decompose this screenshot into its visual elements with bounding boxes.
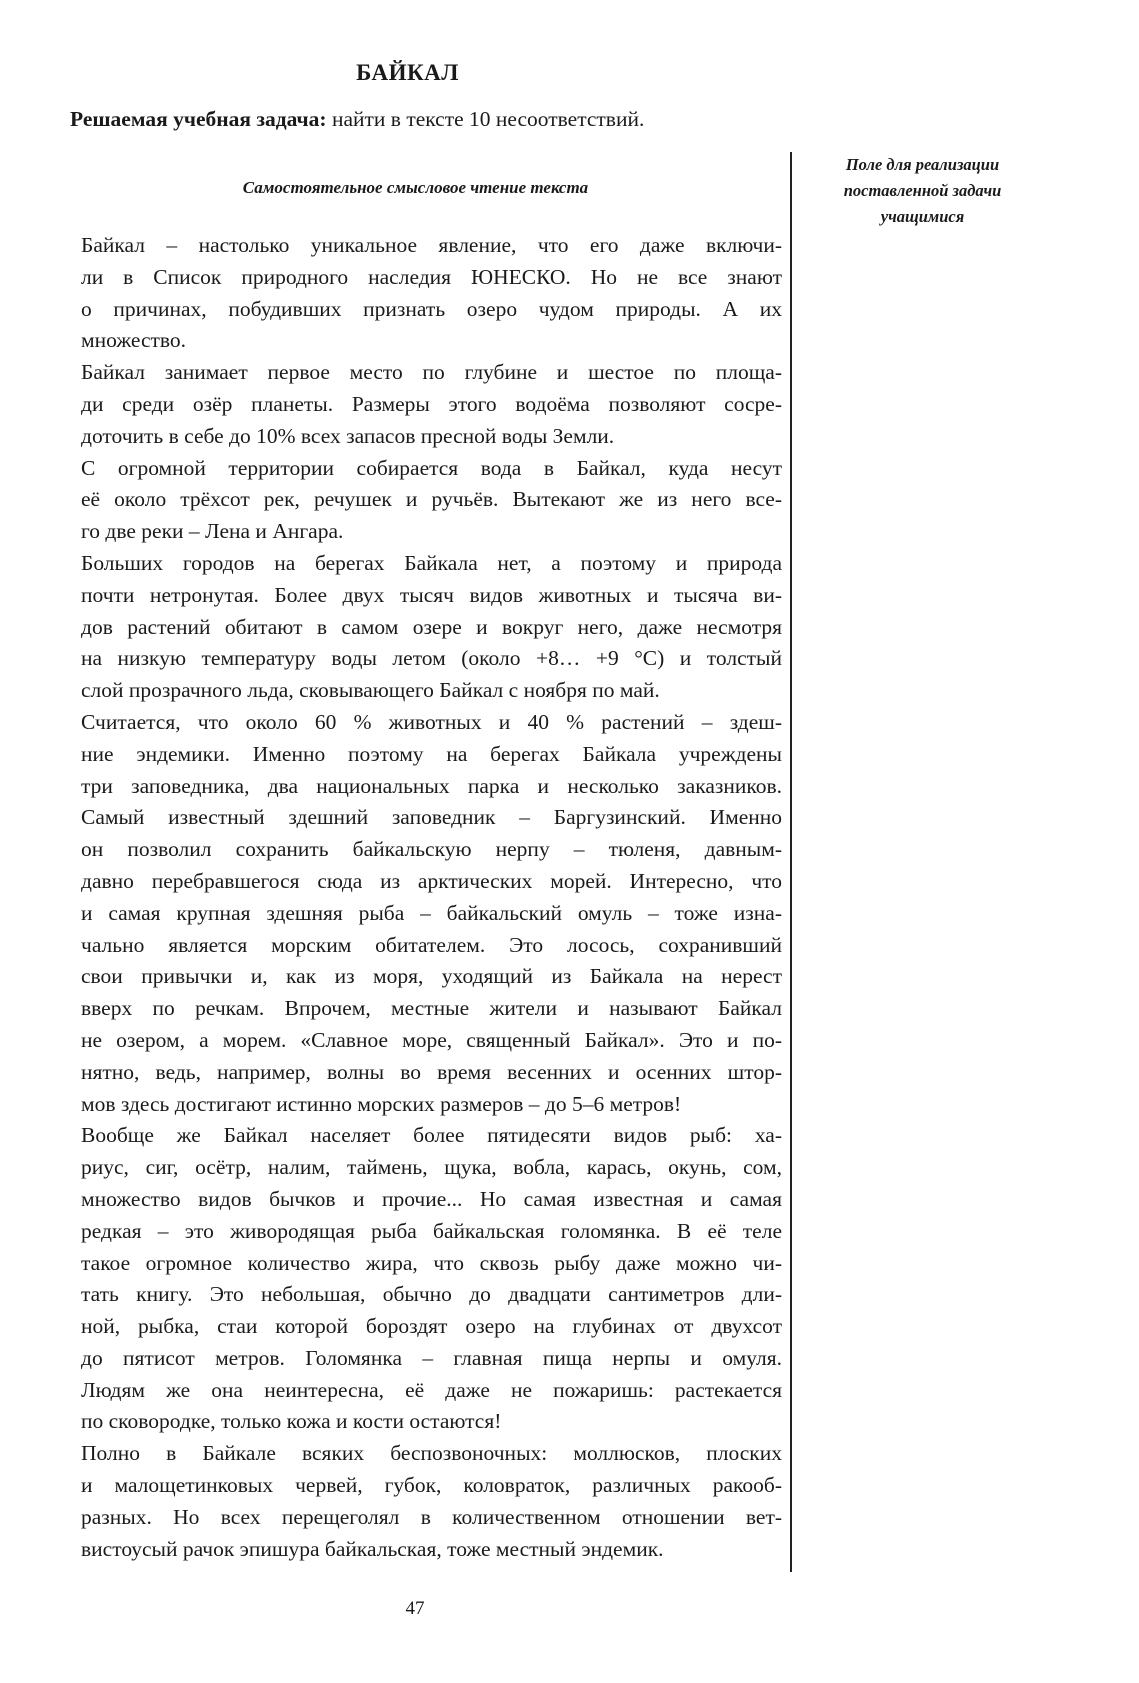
text-line: ли в Список природного наследия ЮНЕСКО. Но не все знают — [81, 264, 782, 289]
margin-note-line: поставленной задачи — [843, 181, 1002, 200]
page-title: БАЙКАЛ — [356, 60, 459, 85]
text-line: вистоусый рачок эпишура байкальская, тоже местный эндемик. — [81, 1536, 664, 1561]
text-line: он позволил сохранить байкальскую нерпу – тюленя, давным- — [81, 837, 782, 862]
text-line: множество видов бычков и прочие... Но самая известная и самая — [81, 1186, 782, 1211]
margin-divider — [790, 152, 792, 1572]
margin-note — [800, 152, 1045, 230]
text-line: её около трёхсот рек, речушек и ручьёв. Вытекают же из него все- — [81, 487, 782, 512]
paragraph — [48, 707, 782, 1120]
text-line: чально является морским обитателем. Это лосось, сохранивший — [81, 932, 782, 957]
text-line: на низкую температуру воды летом (около +8… +9 °С) и толстый — [81, 646, 782, 671]
text-line: редкая – это живородящая рыба байкальская голомянка. В её теле — [81, 1218, 782, 1243]
text-line: Считается, что около 60 % животных и 40 % растений – здеш- — [81, 709, 782, 734]
text-line: разных. Но всех перещеголял в количественном отношении вет- — [81, 1504, 782, 1529]
task-statement — [70, 107, 770, 132]
margin-note-line: Поле для реализации — [845, 155, 1000, 174]
text-line: ной, рыбка, стаи которой бороздят озеро на глубинах от двухсот — [81, 1314, 782, 1339]
text-line: Полно в Байкале всяких беспозвоночных: моллюсков, плоских — [81, 1441, 782, 1466]
text-line: такое огромное количество жира, что сквозь рыбу даже можно чи- — [81, 1250, 782, 1275]
text-line: ние эндемики. Именно поэтому на берегах Байкала учреждены — [81, 741, 782, 766]
text-line: тать книгу. Это небольшая, обычно до двадцати сантиметров дли- — [81, 1282, 782, 1307]
text-line: Самый известный здешний заповедник – Баргузинский. Именно — [81, 805, 782, 830]
text-line: и малощетинковых червей, губок, коловраток, различных ракооб- — [81, 1473, 782, 1498]
text-line: дов растений обитают в самом озере и вокруг него, даже несмотря — [81, 614, 782, 639]
text-line: не озером, а морем. «Славное море, священный Байкал». Это и по- — [81, 1027, 782, 1052]
paragraph — [48, 230, 782, 357]
text-line: свои привычки и, как из моря, уходящий из Байкала на нерест — [81, 964, 782, 989]
paragraph — [48, 453, 782, 548]
text-line: Байкал занимает первое место по глубине и шестое по площа- — [81, 360, 782, 385]
section-heading: Самостоятельное смысловое чтение текста — [242, 178, 589, 197]
text-line: Людям же она неинтересна, её даже не пожаришь: растекается — [81, 1377, 782, 1402]
margin-note-line: учащимися — [880, 207, 965, 226]
paragraph — [48, 1438, 782, 1565]
text-line: множество. — [81, 328, 187, 353]
text-line: почти нетронутая. Более двух тысяч видов животных и тысяча ви- — [81, 582, 782, 607]
body-text — [48, 230, 782, 1565]
text-line: риус, сиг, осётр, налим, таймень, щука, вобла, карась, окунь, сом, — [81, 1155, 782, 1180]
text-line: давно перебравшегося сюда из арктических морей. Интересно, что — [81, 868, 782, 893]
text-line: и самая крупная здешняя рыба – байкальский омуль – тоже изна- — [81, 900, 782, 925]
task-text: найти в тексте 10 несоответствий. — [326, 107, 645, 131]
page-number: 47 — [405, 1598, 425, 1619]
text-line: Больших городов на берегах Байкала нет, а поэтому и природа — [81, 550, 782, 575]
text-line: доточить в себе до 10% всех запасов пресной воды Земли. — [81, 423, 615, 448]
text-line: слой прозрачного льда, сковывающего Байкал с ноября по май. — [81, 678, 660, 703]
text-line: С огромной территории собирается вода в Байкал, куда несут — [81, 455, 782, 480]
paragraph — [48, 548, 782, 707]
text-line: по сковородке, только кожа и кости остаются! — [81, 1409, 502, 1434]
text-line: Байкал – настолько уникальное явление, что его даже включи- — [81, 233, 782, 257]
text-line: Вообще же Байкал населяет более пятидесяти видов рыб: ха- — [81, 1123, 782, 1148]
text-line: го две реки – Лена и Ангара. — [81, 519, 344, 544]
paragraph — [48, 357, 782, 452]
text-line: ди среди озёр планеты. Размеры этого водоёма позволяют сосре- — [81, 391, 782, 416]
text-line: о причинах, побудивших признать озеро чудом природы. А их — [81, 296, 782, 321]
text-line: три заповедника, два национальных парка и несколько заказников. — [81, 773, 782, 798]
text-line: нятно, ведь, например, волны во время весенних и осенних штор- — [81, 1059, 782, 1084]
text-line: до пятисот метров. Голомянка – главная пища нерпы и омуля. — [81, 1345, 782, 1370]
task-label: Решаемая учебная задача: — [70, 107, 327, 131]
paragraph — [48, 1120, 782, 1438]
text-line: мов здесь достигают истинно морских размеров – до 5–6 метров! — [81, 1091, 682, 1116]
text-line: вверх по речкам. Впрочем, местные жители и называют Байкал — [81, 996, 782, 1021]
